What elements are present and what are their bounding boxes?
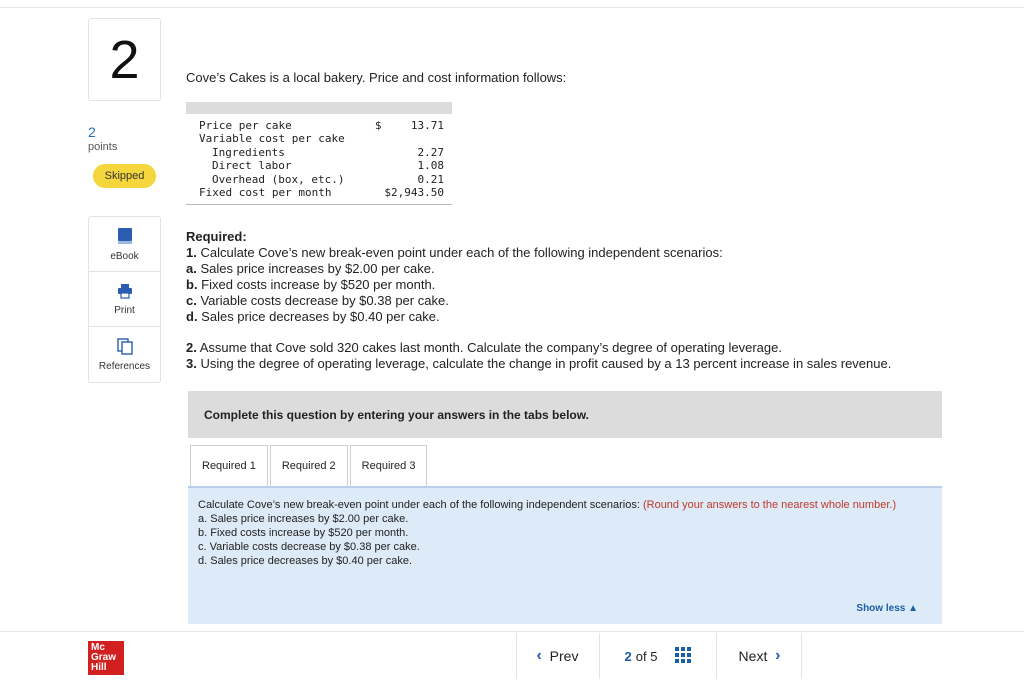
panel-line-c: c. Variable costs decrease by $0.38 per cake. — [198, 541, 420, 553]
panel-line-a: a. Sales price increases by $2.00 per cake. — [198, 513, 409, 525]
table-row: Fixed cost per month $2,943.50 — [199, 186, 444, 200]
tab-required-3[interactable]: Required 3 — [350, 445, 428, 487]
references-icon — [117, 338, 133, 358]
show-less-button[interactable]: Show less ▲ — [856, 603, 918, 614]
printer-icon — [117, 283, 133, 302]
top-divider — [0, 7, 1024, 8]
required-items-2-3 — [186, 340, 891, 372]
triangle-up-icon: ▲ — [908, 603, 918, 614]
panel-line-d: d. Sales price decreases by $0.40 per cake. — [198, 555, 413, 567]
references-button[interactable] — [89, 327, 160, 382]
question-intro: Cove’s Cakes is a local bakery. Price and cost information follows: — [186, 70, 567, 85]
points-label: points — [88, 141, 118, 153]
table-row: Direct labor 1.08 — [212, 159, 444, 173]
scenario-b: b. Fixed costs increase by $520 per month. — [186, 277, 436, 292]
round-note: (Round your answers to the nearest whole number.) — [642, 499, 897, 511]
required-item-3: 3. Using the degree of operating leverage, calculate the change in profit caused by a 13 percent increase in sales revenue. — [186, 356, 892, 371]
table-row: Ingredients 2.27 — [212, 145, 444, 159]
ebook-label: eBook — [110, 250, 139, 262]
print-button[interactable] — [89, 272, 160, 327]
print-label: Print — [114, 304, 135, 316]
panel-line-b: b. Fixed costs increase by $520 per month. — [198, 527, 409, 539]
question-number: 2 — [88, 18, 161, 101]
status-badge: Skipped — [93, 164, 156, 188]
required-item-2: 2. Assume that Cove sold 320 cakes last month. Calculate the company’s degree of operating leverage. — [186, 340, 782, 355]
book-icon — [117, 227, 133, 248]
points-value: 2 — [88, 124, 96, 140]
chevron-left-icon: ‹ — [536, 647, 542, 664]
required-item-1: 1. Calculate Cove’s new break-even point under each of the following independent scenarios: — [186, 245, 723, 260]
next-button[interactable]: Next › — [718, 633, 802, 679]
page-indicator[interactable]: 2 of 5 — [599, 633, 717, 679]
answer-tabs — [190, 445, 429, 487]
chevron-right-icon: › — [775, 647, 781, 664]
scenario-a: a. Sales price increases by $2.00 per cake. — [186, 261, 435, 276]
required-section — [186, 229, 723, 325]
scenario-d: d. Sales price decreases by $0.40 per cake. — [186, 309, 440, 324]
grid-icon — [675, 647, 691, 666]
ebook-button[interactable] — [89, 217, 160, 272]
tab-panel — [188, 486, 942, 624]
footer-divider — [0, 631, 1024, 632]
tab-required-2[interactable]: Required 2 — [270, 445, 348, 487]
required-heading: Required: — [186, 229, 247, 244]
panel-instruction: Calculate Cove’s new break-even point under each of the following independent scenarios: (Round your answers to the nearest whole number.) — [198, 499, 897, 511]
tools-panel — [88, 216, 161, 383]
tab-required-1[interactable]: Required 1 — [190, 445, 268, 487]
mcgraw-hill-logo: Mc Graw Hill — [88, 641, 124, 675]
prev-button[interactable]: ‹ Prev — [516, 633, 598, 679]
table-row: Overhead (box, etc.) 0.21 — [212, 172, 444, 186]
scenario-c: c. Variable costs decrease by $0.38 per cake. — [186, 293, 449, 308]
instruction-banner: Complete this question by entering your answers in the tabs below. — [188, 391, 942, 438]
table-row: Price per cake $ 13.71 — [199, 119, 444, 132]
references-label: References — [98, 360, 151, 372]
cost-table — [186, 102, 452, 205]
table-row: Variable cost per cake — [199, 132, 345, 146]
